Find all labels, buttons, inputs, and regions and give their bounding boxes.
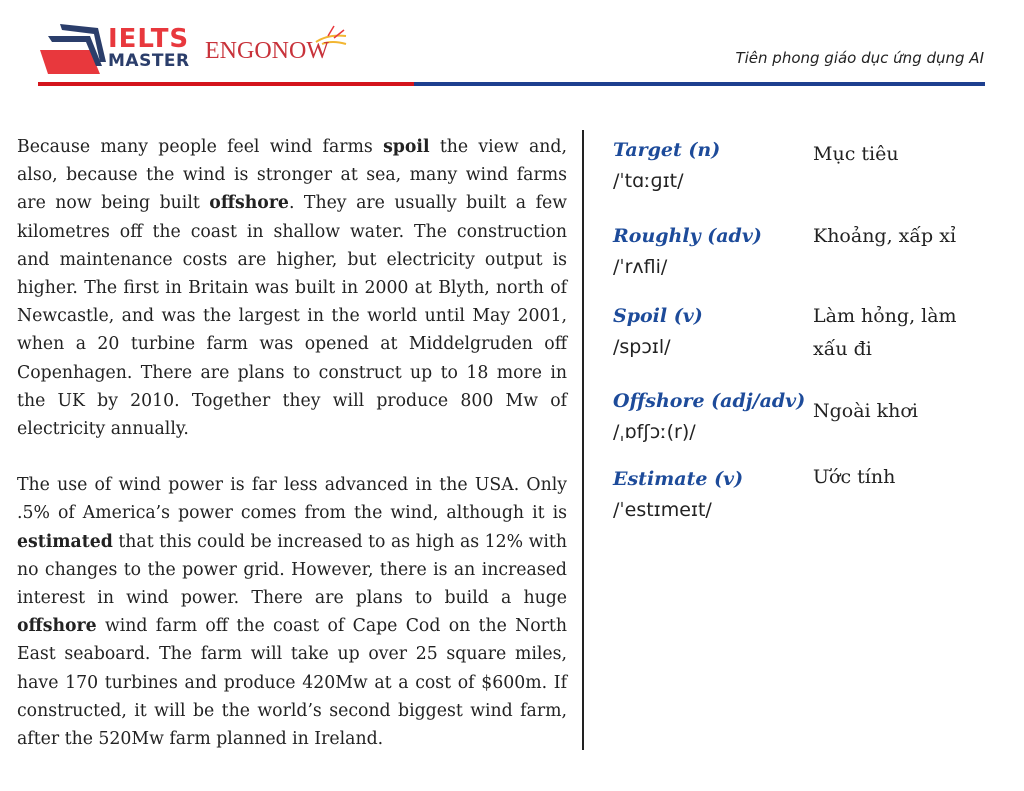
vocab-entry — [613, 222, 993, 302]
vocab-word: Offshore (adj/adv) — [613, 390, 806, 412]
text: . They are usually built a few kilometres off the coast in shallow water. The construction and maintenance costs are higher, but electricity output is higher. The first in Britain was built in 2000 at Blyth, north of Newcastle, and was the largest in the world until May 2001, when a 20 turbine farm was opened at Middelgruden off Copenhagen. There are plans to construct up to 18 more in the UK by 2010. Together they will produce 800 Mw of electricity annually. — [17, 193, 567, 440]
vocab-word: Spoil (v) — [613, 305, 703, 327]
vocab-meaning: Ngoài khơi — [813, 400, 918, 422]
vocab-ipa: /spɔɪl/ — [613, 336, 671, 358]
vocab-entry — [613, 136, 993, 222]
vocab-ipa: /ˌɒfʃɔː(r)/ — [613, 421, 696, 443]
header-rule-red — [38, 82, 414, 86]
keyword: offshore — [17, 616, 97, 637]
text: The use of wind power is far less advanced in the USA. Only .5% of America’s power comes from the wind, although it is — [17, 475, 567, 524]
vocab-ipa: /ˈrʌfli/ — [613, 256, 668, 278]
vocab-ipa: /ˈestɪmeɪt/ — [613, 499, 712, 521]
paragraph-1 — [17, 133, 567, 443]
column-divider — [582, 130, 584, 750]
keyword: estimated — [17, 531, 113, 552]
text: the view and, also, because the wind is stronger at sea, many wind farms are now being built — [17, 137, 567, 214]
vocab-entry — [613, 302, 993, 387]
vocab-meaning: Khoảng, xấp xỉ — [813, 225, 957, 247]
tagline: Tiên phong giáo dục ứng dụng AI — [735, 49, 984, 67]
paragraph-2 — [17, 471, 567, 753]
keyword: spoil — [383, 137, 430, 157]
vocab-entry — [613, 387, 993, 465]
vocab-meaning: Mục tiêu — [813, 143, 899, 165]
logo-master-text: MASTER — [108, 51, 190, 71]
logo-ielts-text: IELTS — [108, 24, 190, 54]
vocab-meaning: Làm hỏng, làm xấu đi — [813, 305, 957, 360]
header-rule-blue — [414, 82, 985, 86]
vocab-word: Target (n) — [613, 139, 721, 161]
text: Because many people feel wind farms — [17, 137, 384, 157]
vocab-word: Roughly (adv) — [613, 225, 762, 247]
vocab-meaning: Ước tính — [813, 466, 896, 488]
vocab-ipa: /ˈtɑːɡɪt/ — [613, 170, 684, 192]
text: wind farm off the coast of Cape Cod on the North East seaboard. The farm will take up over 25 square miles, have 170 turbines and produce 420Mw at a cost of $600m. If constructed, it will be the world’s second biggest wind farm, after the 520Mw farm planned in Ireland. — [17, 616, 567, 750]
keyword: offshore — [209, 193, 289, 214]
text: that this could be increased to as high as 12% with no changes to the power grid. However, there is an increased interest in wind power. There are plans to build a huge — [17, 531, 567, 609]
vocab-entry — [613, 465, 993, 527]
vocabulary-list — [613, 136, 993, 527]
reading-passage — [17, 133, 567, 781]
logo-engonow-text: ENGONOW — [205, 38, 329, 64]
vocab-word: Estimate (v) — [613, 468, 744, 490]
